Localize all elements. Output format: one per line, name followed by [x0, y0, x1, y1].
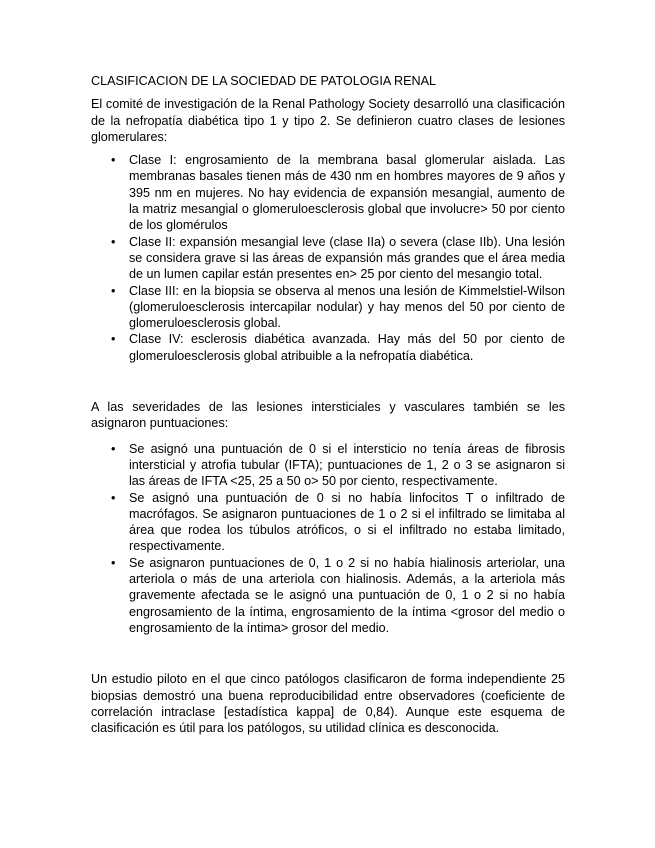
list-item-text: Clase III: en la biopsia se observa al menos una lesión de Kimmelstiel-Wilson (glomeruloesclerosis intercapilar nodular) y hay menos del 50 por ciento de glomeruloesclerosis global. [129, 283, 565, 331]
list-item-text: Se asignó una puntuación de 0 si no había linfocitos T o infiltrado de macrófagos. Se asignaron puntuaciones de 1 o 2 si el infiltrado se limitaba al área que rodea los túbulos atróficos, o si el infiltrado no estaba limitado, respectivamente. [129, 490, 565, 554]
document-page [91, 73, 565, 736]
list-item [91, 490, 565, 555]
pilot-study-paragraph: Un estudio piloto en el que cinco patólogos clasificaron de forma independiente 25 biopsias demostró una buena reproducibilidad entre observadores (coeficiente de correlación intraclase [estadística kappa] de 0,84). Aunque este esquema de clasificación es útil para los patólogos, su utilidad clínica es desconocida. [91, 672, 565, 736]
list-item [91, 152, 565, 233]
bullet-icon: • [111, 332, 116, 347]
intro-paragraph: El comité de investigación de la Renal Pathology Society desarrolló una clasificación de la nefropatía diabética tipo 1 y tipo 2. Se definieron cuatro clases de lesiones glomerulares: [91, 97, 565, 144]
bullet-icon: • [111, 234, 116, 249]
list-item-text: Clase I: engrosamiento de la membrana basal glomerular aislada. Las membranas basales tienen más de 430 nm en hombres mayores de 9 años y 395 nm en mujeres. No hay evidencia de expansión mesangial, aumento de la matriz mesangial o glomeruloesclerosis global que involucre> 50 por ciento de los glomérulos [129, 153, 565, 233]
list-item [91, 555, 565, 636]
glomerular-classes-list [91, 152, 565, 364]
list-item [91, 331, 565, 364]
document-title: CLASIFICACION DE LA SOCIEDAD DE PATOLOGIA RENAL [91, 74, 437, 88]
list-item-text: Se asignaron puntuaciones de 0, 1 o 2 si no había hialinosis arteriolar, una arteriola o más de una arteriola con hialinosis. Además, a la arteriola más gravemente afectada se le asignó una puntuación de 0, 1 o 2 si no había engrosamiento de la íntima, engrosamiento de la íntima <grosor del medio o engrosamiento de la íntima> grosor del medio. [129, 555, 565, 635]
list-item [91, 441, 565, 490]
list-item [91, 234, 565, 283]
bullet-icon: • [111, 283, 116, 298]
severity-scores-list [91, 441, 565, 637]
list-item-text: Clase IV: esclerosis diabética avanzada. Hay más del 50 por ciento de glomeruloesclerosis global atribuible a la nefropatía diabética. [129, 332, 565, 363]
bullet-icon: • [111, 441, 116, 456]
list-item [91, 283, 565, 332]
severity-intro-paragraph: A las severidades de las lesiones intersticiales y vasculares también se les asignaron puntuaciones: [91, 400, 565, 431]
bullet-icon: • [111, 490, 116, 505]
list-item-text: Se asignó una puntuación de 0 si el intersticio no tenía áreas de fibrosis intersticial y atrofia tubular (IFTA); puntuaciones de 1, 2 o 3 se asignaron si las áreas de IFTA <25, 25 a 50 o> 50 por ciento, respectivamente. [129, 441, 565, 489]
bullet-icon: • [111, 153, 116, 168]
bullet-icon: • [111, 555, 116, 570]
list-item-text: Clase II: expansión mesangial leve (clase IIa) o severa (clase IIb). Una lesión se considera grave si las áreas de expansión más grandes que el área media de un lumen capilar están presentes en> 25 por ciento del mesangio total. [129, 234, 565, 282]
